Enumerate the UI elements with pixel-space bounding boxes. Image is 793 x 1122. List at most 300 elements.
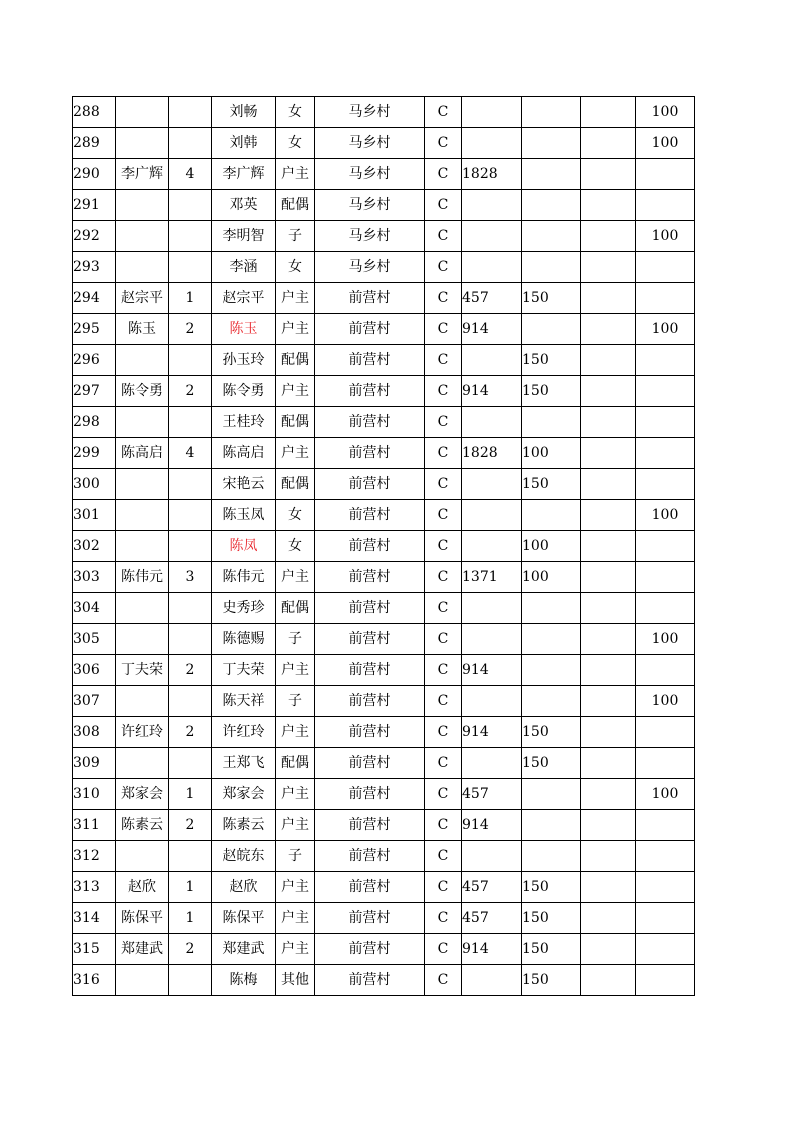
- row-number-cell: 292: [73, 221, 116, 252]
- amount-2-cell: 150: [522, 376, 581, 407]
- relation-cell: 配偶: [276, 407, 315, 438]
- member-name-cell: 史秀珍: [212, 593, 276, 624]
- household-size-cell: [169, 128, 212, 159]
- row-number-cell: 293: [73, 252, 116, 283]
- amount-3-cell: [581, 593, 636, 624]
- amount-3-cell: [581, 872, 636, 903]
- household-size-cell: [169, 965, 212, 996]
- member-name-cell: 孙玉玲: [212, 345, 276, 376]
- amount-1-cell: 457: [462, 872, 522, 903]
- household-size-cell: [169, 345, 212, 376]
- table-row: [73, 221, 695, 252]
- village-cell: 马乡村: [315, 159, 425, 190]
- amount-3-cell: [581, 283, 636, 314]
- amount-4-cell: 100: [636, 624, 695, 655]
- table-row: [73, 500, 695, 531]
- grade-cell: C: [425, 438, 462, 469]
- row-number-cell: 308: [73, 717, 116, 748]
- amount-4-cell: [636, 531, 695, 562]
- amount-3-cell: [581, 965, 636, 996]
- table-row: [73, 345, 695, 376]
- household-head-cell: 许红玲: [116, 717, 169, 748]
- grade-cell: C: [425, 531, 462, 562]
- grade-cell: C: [425, 407, 462, 438]
- relation-cell: 子: [276, 624, 315, 655]
- village-cell: 前营村: [315, 779, 425, 810]
- household-size-cell: [169, 593, 212, 624]
- table-row: [73, 531, 695, 562]
- amount-4-cell: 100: [636, 500, 695, 531]
- amount-1-cell: [462, 407, 522, 438]
- household-head-cell: 郑家会: [116, 779, 169, 810]
- amount-1-cell: [462, 841, 522, 872]
- amount-4-cell: [636, 717, 695, 748]
- amount-2-cell: 100: [522, 438, 581, 469]
- row-number-cell: 311: [73, 810, 116, 841]
- relation-cell: 户主: [276, 376, 315, 407]
- amount-2-cell: [522, 314, 581, 345]
- village-cell: 前营村: [315, 655, 425, 686]
- amount-3-cell: [581, 810, 636, 841]
- relation-cell: 女: [276, 500, 315, 531]
- row-number-cell: 305: [73, 624, 116, 655]
- amount-1-cell: [462, 252, 522, 283]
- amount-1-cell: [462, 965, 522, 996]
- household-size-cell: [169, 686, 212, 717]
- grade-cell: C: [425, 934, 462, 965]
- household-head-cell: [116, 221, 169, 252]
- village-cell: 前营村: [315, 345, 425, 376]
- amount-2-cell: [522, 593, 581, 624]
- household-head-cell: 丁夫荣: [116, 655, 169, 686]
- village-cell: 前营村: [315, 903, 425, 934]
- amount-1-cell: [462, 686, 522, 717]
- row-number-cell: 307: [73, 686, 116, 717]
- household-head-cell: 陈令勇: [116, 376, 169, 407]
- amount-2-cell: [522, 810, 581, 841]
- amount-3-cell: [581, 748, 636, 779]
- grade-cell: C: [425, 469, 462, 500]
- table-row: [73, 841, 695, 872]
- amount-4-cell: 100: [636, 128, 695, 159]
- table-row: [73, 686, 695, 717]
- table-row: [73, 593, 695, 624]
- grade-cell: C: [425, 810, 462, 841]
- row-number-cell: 301: [73, 500, 116, 531]
- grade-cell: C: [425, 314, 462, 345]
- amount-4-cell: [636, 593, 695, 624]
- village-cell: 马乡村: [315, 97, 425, 128]
- member-name-cell: 陈玉凤: [212, 500, 276, 531]
- household-size-cell: 2: [169, 934, 212, 965]
- amount-4-cell: 100: [636, 686, 695, 717]
- amount-1-cell: [462, 345, 522, 376]
- household-head-cell: 李广辉: [116, 159, 169, 190]
- household-head-cell: [116, 345, 169, 376]
- relation-cell: 子: [276, 686, 315, 717]
- amount-4-cell: [636, 872, 695, 903]
- amount-2-cell: 150: [522, 872, 581, 903]
- amount-2-cell: [522, 624, 581, 655]
- household-size-cell: 2: [169, 314, 212, 345]
- roster-table: [72, 96, 695, 996]
- grade-cell: C: [425, 500, 462, 531]
- relation-cell: 户主: [276, 779, 315, 810]
- village-cell: 前营村: [315, 531, 425, 562]
- amount-1-cell: 914: [462, 717, 522, 748]
- member-name-cell: 陈令勇: [212, 376, 276, 407]
- member-name-cell: 李涵: [212, 252, 276, 283]
- relation-cell: 户主: [276, 562, 315, 593]
- amount-2-cell: [522, 159, 581, 190]
- table-row: [73, 717, 695, 748]
- amount-3-cell: [581, 314, 636, 345]
- amount-1-cell: [462, 500, 522, 531]
- member-name-cell: 郑家会: [212, 779, 276, 810]
- amount-3-cell: [581, 531, 636, 562]
- table-row: [73, 97, 695, 128]
- grade-cell: C: [425, 562, 462, 593]
- household-size-cell: 1: [169, 872, 212, 903]
- row-number-cell: 290: [73, 159, 116, 190]
- relation-cell: 子: [276, 221, 315, 252]
- household-head-cell: [116, 593, 169, 624]
- household-size-cell: [169, 407, 212, 438]
- amount-1-cell: [462, 469, 522, 500]
- member-name-cell: 宋艳云: [212, 469, 276, 500]
- amount-4-cell: [636, 376, 695, 407]
- amount-4-cell: [636, 748, 695, 779]
- table-row: [73, 748, 695, 779]
- household-size-cell: 4: [169, 438, 212, 469]
- grade-cell: C: [425, 128, 462, 159]
- table-row: [73, 376, 695, 407]
- household-size-cell: [169, 252, 212, 283]
- grade-cell: C: [425, 376, 462, 407]
- village-cell: 马乡村: [315, 221, 425, 252]
- household-size-cell: 4: [169, 159, 212, 190]
- grade-cell: C: [425, 872, 462, 903]
- amount-4-cell: [636, 438, 695, 469]
- table-row: [73, 252, 695, 283]
- amount-2-cell: 150: [522, 469, 581, 500]
- table-row: [73, 779, 695, 810]
- household-size-cell: [169, 748, 212, 779]
- household-size-cell: [169, 500, 212, 531]
- amount-3-cell: [581, 128, 636, 159]
- village-cell: 前营村: [315, 934, 425, 965]
- table-row: [73, 965, 695, 996]
- amount-3-cell: [581, 686, 636, 717]
- village-cell: 前营村: [315, 810, 425, 841]
- village-cell: 前营村: [315, 376, 425, 407]
- amount-2-cell: 150: [522, 345, 581, 376]
- table-row: [73, 655, 695, 686]
- member-name-cell: 陈伟元: [212, 562, 276, 593]
- village-cell: 前营村: [315, 283, 425, 314]
- row-number-cell: 315: [73, 934, 116, 965]
- member-name-cell: 王桂玲: [212, 407, 276, 438]
- household-size-cell: 2: [169, 655, 212, 686]
- member-name-cell: 李明智: [212, 221, 276, 252]
- amount-3-cell: [581, 655, 636, 686]
- amount-2-cell: 100: [522, 531, 581, 562]
- row-number-cell: 294: [73, 283, 116, 314]
- row-number-cell: 296: [73, 345, 116, 376]
- household-head-cell: 陈玉: [116, 314, 169, 345]
- amount-2-cell: [522, 686, 581, 717]
- household-size-cell: [169, 531, 212, 562]
- household-size-cell: [169, 190, 212, 221]
- row-number-cell: 316: [73, 965, 116, 996]
- relation-cell: 户主: [276, 903, 315, 934]
- amount-3-cell: [581, 190, 636, 221]
- amount-4-cell: [636, 283, 695, 314]
- household-head-cell: 郑建武: [116, 934, 169, 965]
- table-row: [73, 469, 695, 500]
- relation-cell: 女: [276, 97, 315, 128]
- amount-1-cell: [462, 624, 522, 655]
- amount-3-cell: [581, 469, 636, 500]
- amount-3-cell: [581, 717, 636, 748]
- member-name-cell: 赵皖东: [212, 841, 276, 872]
- roster-body: [73, 97, 695, 996]
- village-cell: 前营村: [315, 593, 425, 624]
- amount-1-cell: [462, 748, 522, 779]
- amount-1-cell: [462, 128, 522, 159]
- relation-cell: 女: [276, 252, 315, 283]
- household-head-cell: [116, 531, 169, 562]
- amount-2-cell: 100: [522, 562, 581, 593]
- relation-cell: 户主: [276, 438, 315, 469]
- table-row: [73, 903, 695, 934]
- amount-2-cell: [522, 779, 581, 810]
- member-name-cell: 陈高启: [212, 438, 276, 469]
- amount-3-cell: [581, 624, 636, 655]
- amount-3-cell: [581, 779, 636, 810]
- amount-3-cell: [581, 500, 636, 531]
- amount-4-cell: [636, 190, 695, 221]
- table-row: [73, 810, 695, 841]
- relation-cell: 户主: [276, 934, 315, 965]
- table-row: [73, 314, 695, 345]
- household-size-cell: [169, 469, 212, 500]
- row-number-cell: 297: [73, 376, 116, 407]
- village-cell: 前营村: [315, 965, 425, 996]
- amount-4-cell: [636, 469, 695, 500]
- amount-2-cell: [522, 190, 581, 221]
- amount-1-cell: 1828: [462, 438, 522, 469]
- amount-3-cell: [581, 376, 636, 407]
- grade-cell: C: [425, 97, 462, 128]
- grade-cell: C: [425, 965, 462, 996]
- relation-cell: 户主: [276, 314, 315, 345]
- table-row: [73, 872, 695, 903]
- relation-cell: 配偶: [276, 190, 315, 221]
- household-head-cell: [116, 686, 169, 717]
- relation-cell: 户主: [276, 872, 315, 903]
- grade-cell: C: [425, 159, 462, 190]
- household-head-cell: [116, 965, 169, 996]
- village-cell: 前营村: [315, 407, 425, 438]
- grade-cell: C: [425, 717, 462, 748]
- amount-1-cell: [462, 531, 522, 562]
- amount-3-cell: [581, 903, 636, 934]
- member-name-cell: 陈德赐: [212, 624, 276, 655]
- row-number-cell: 313: [73, 872, 116, 903]
- household-size-cell: 1: [169, 779, 212, 810]
- relation-cell: 配偶: [276, 469, 315, 500]
- amount-1-cell: 457: [462, 779, 522, 810]
- amount-2-cell: [522, 221, 581, 252]
- village-cell: 马乡村: [315, 128, 425, 159]
- household-head-cell: 陈保平: [116, 903, 169, 934]
- row-number-cell: 298: [73, 407, 116, 438]
- amount-2-cell: [522, 407, 581, 438]
- amount-3-cell: [581, 159, 636, 190]
- amount-4-cell: [636, 252, 695, 283]
- amount-2-cell: [522, 500, 581, 531]
- household-size-cell: [169, 97, 212, 128]
- grade-cell: C: [425, 624, 462, 655]
- household-head-cell: [116, 407, 169, 438]
- amount-4-cell: [636, 655, 695, 686]
- row-number-cell: 310: [73, 779, 116, 810]
- household-head-cell: [116, 252, 169, 283]
- table-row: [73, 934, 695, 965]
- village-cell: 马乡村: [315, 190, 425, 221]
- amount-2-cell: [522, 655, 581, 686]
- amount-2-cell: 150: [522, 934, 581, 965]
- member-name-cell: 刘畅: [212, 97, 276, 128]
- household-head-cell: [116, 97, 169, 128]
- member-name-cell: 赵欣: [212, 872, 276, 903]
- household-size-cell: 3: [169, 562, 212, 593]
- amount-4-cell: [636, 810, 695, 841]
- village-cell: 前营村: [315, 438, 425, 469]
- relation-cell: 女: [276, 531, 315, 562]
- grade-cell: C: [425, 252, 462, 283]
- amount-3-cell: [581, 562, 636, 593]
- amount-1-cell: [462, 190, 522, 221]
- member-name-cell: 李广辉: [212, 159, 276, 190]
- household-size-cell: [169, 221, 212, 252]
- amount-2-cell: [522, 128, 581, 159]
- table-row: [73, 624, 695, 655]
- relation-cell: 户主: [276, 655, 315, 686]
- member-name-cell: 许红玲: [212, 717, 276, 748]
- amount-4-cell: [636, 345, 695, 376]
- amount-3-cell: [581, 841, 636, 872]
- household-size-cell: 2: [169, 717, 212, 748]
- amount-2-cell: [522, 97, 581, 128]
- relation-cell: 户主: [276, 810, 315, 841]
- member-name-cell: 陈玉: [212, 314, 276, 345]
- amount-1-cell: 1828: [462, 159, 522, 190]
- amount-3-cell: [581, 438, 636, 469]
- grade-cell: C: [425, 593, 462, 624]
- household-size-cell: [169, 841, 212, 872]
- member-name-cell: 赵宗平: [212, 283, 276, 314]
- grade-cell: C: [425, 748, 462, 779]
- row-number-cell: 295: [73, 314, 116, 345]
- village-cell: 前营村: [315, 748, 425, 779]
- grade-cell: C: [425, 190, 462, 221]
- relation-cell: 配偶: [276, 593, 315, 624]
- amount-4-cell: [636, 903, 695, 934]
- amount-2-cell: 150: [522, 748, 581, 779]
- household-head-cell: 赵宗平: [116, 283, 169, 314]
- village-cell: 前营村: [315, 872, 425, 903]
- relation-cell: 户主: [276, 159, 315, 190]
- table-row: [73, 562, 695, 593]
- member-name-cell: 邓英: [212, 190, 276, 221]
- household-size-cell: [169, 624, 212, 655]
- amount-1-cell: 914: [462, 655, 522, 686]
- household-head-cell: 陈素云: [116, 810, 169, 841]
- amount-1-cell: 914: [462, 934, 522, 965]
- amount-2-cell: 150: [522, 283, 581, 314]
- relation-cell: 户主: [276, 717, 315, 748]
- grade-cell: C: [425, 841, 462, 872]
- member-name-cell: 王郑飞: [212, 748, 276, 779]
- household-head-cell: [116, 500, 169, 531]
- relation-cell: 女: [276, 128, 315, 159]
- table-row: [73, 438, 695, 469]
- amount-1-cell: [462, 221, 522, 252]
- member-name-cell: 陈凤: [212, 531, 276, 562]
- amount-3-cell: [581, 221, 636, 252]
- amount-1-cell: 457: [462, 903, 522, 934]
- member-name-cell: 陈素云: [212, 810, 276, 841]
- amount-4-cell: [636, 841, 695, 872]
- household-size-cell: 2: [169, 376, 212, 407]
- row-number-cell: 291: [73, 190, 116, 221]
- row-number-cell: 289: [73, 128, 116, 159]
- amount-4-cell: [636, 965, 695, 996]
- amount-2-cell: 150: [522, 965, 581, 996]
- row-number-cell: 312: [73, 841, 116, 872]
- amount-1-cell: [462, 97, 522, 128]
- household-head-cell: 赵欣: [116, 872, 169, 903]
- member-name-cell: 陈保平: [212, 903, 276, 934]
- table-row: [73, 128, 695, 159]
- village-cell: 前营村: [315, 314, 425, 345]
- amount-3-cell: [581, 407, 636, 438]
- amount-2-cell: [522, 841, 581, 872]
- row-number-cell: 303: [73, 562, 116, 593]
- village-cell: 前营村: [315, 624, 425, 655]
- row-number-cell: 304: [73, 593, 116, 624]
- amount-3-cell: [581, 934, 636, 965]
- household-size-cell: 1: [169, 903, 212, 934]
- amount-4-cell: 100: [636, 779, 695, 810]
- amount-4-cell: [636, 159, 695, 190]
- row-number-cell: 300: [73, 469, 116, 500]
- village-cell: 马乡村: [315, 252, 425, 283]
- household-size-cell: 1: [169, 283, 212, 314]
- village-cell: 前营村: [315, 562, 425, 593]
- village-cell: 前营村: [315, 686, 425, 717]
- relation-cell: 户主: [276, 283, 315, 314]
- household-head-cell: [116, 748, 169, 779]
- row-number-cell: 302: [73, 531, 116, 562]
- grade-cell: C: [425, 903, 462, 934]
- row-number-cell: 314: [73, 903, 116, 934]
- village-cell: 前营村: [315, 717, 425, 748]
- amount-4-cell: 100: [636, 221, 695, 252]
- household-head-cell: [116, 469, 169, 500]
